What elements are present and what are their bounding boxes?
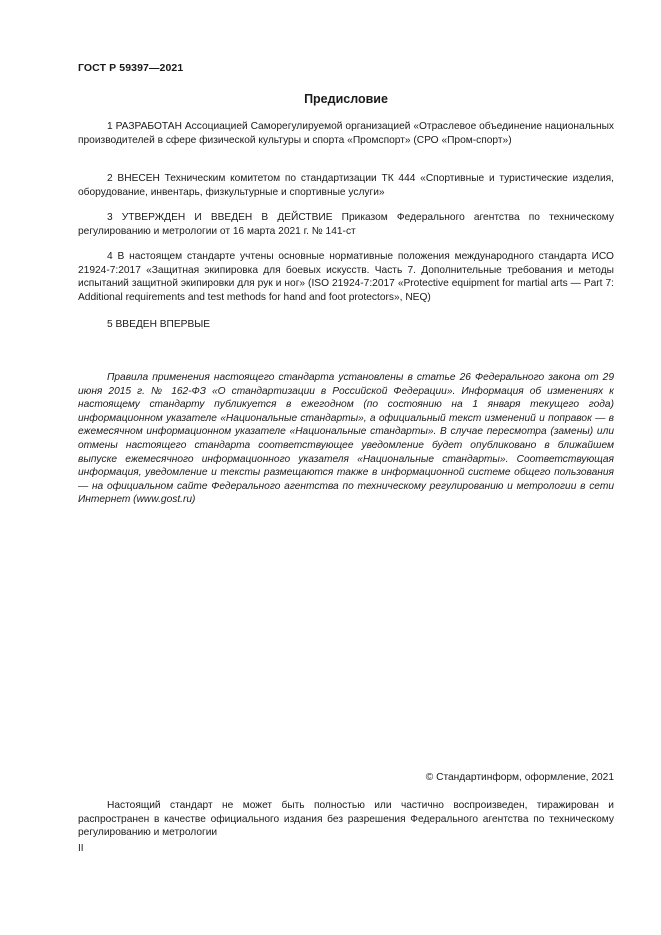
paragraph-introduced: 5 ВВЕДЕН ВПЕРВЫЕ (107, 319, 211, 330)
paragraph-approved: 3 УТВЕРЖДЕН И ВВЕДЕН В ДЕЙСТВИЕ Приказом Федерального агентства по техническому регулированию и метрологии от 16 марта 2021 г. № 141-ст (78, 212, 614, 237)
reproduction-notice: Настоящий стандарт не может быть полностью или частично воспроизведен, тиражирован и распространен в качестве официального издания без разрешения Федерального агентства по техническому регулированию и метрологии (78, 800, 614, 839)
section-title: Предисловие (304, 92, 388, 106)
paragraph-submitted: 2 ВНЕСЕН Техническим комитетом по стандартизации ТК 444 «Спортивные и туристические изделия, оборудование, инвентарь, физкультурные и спортивные услуги» (78, 173, 614, 198)
paragraph-developed: 1 РАЗРАБОТАН Ассоциацией Саморегулируемой организацией «Отраслевое объединение национальных производителей в сфере физической культуры и спорта «Промспорт» (СРО «Пром-спорт») (78, 121, 614, 146)
paragraph-international-standard: 4 В настоящем стандарте учтены основные нормативные положения международного стандарта ИСО 21924-7:2017 «Защитная экипировка для боевых искусств. Часть 7. Дополнительные требования и методы испытаний защитной экипировки для рук и ног» (ISO 21924-7:2017 «Protective equipment for martial arts — Part 7: Additional requirements and test methods for hand and foot protectors», NEQ) (78, 251, 614, 303)
copyright-line: © Стандартинформ, оформление, 2021 (425, 772, 614, 783)
page-number: II (78, 843, 84, 854)
standard-code: ГОСТ Р 59397—2021 (78, 62, 184, 74)
application-rules-notice: Правила применения настоящего стандарта установлены в статье 26 Федерального закона от 29 июня 2015 г. № 162-ФЗ «О стандартизации в Российской Федерации». Информация об изменениях к настоящему стандарту публикуется в ежегодном (по состоянию на 1 января текущего года) информационном указателе «Национальные стандарты», а официальный текст изменений и поправок — в ежемесячном информационном указателе «Национальные стандарты». В случае пересмотра (замены) или отмены настоящего стандарта соответствующее уведомление будет опубликовано в ближайшем выпуске ежемесячного информационного указателя «Национальные стандарты». Соответствующая информация, уведомление и тексты размещаются также в информационной системе общего пользования — на официальном сайте Федерального агентства по техническому регулированию и метрологии в сети Интернет (www.gost.ru) (78, 372, 614, 506)
